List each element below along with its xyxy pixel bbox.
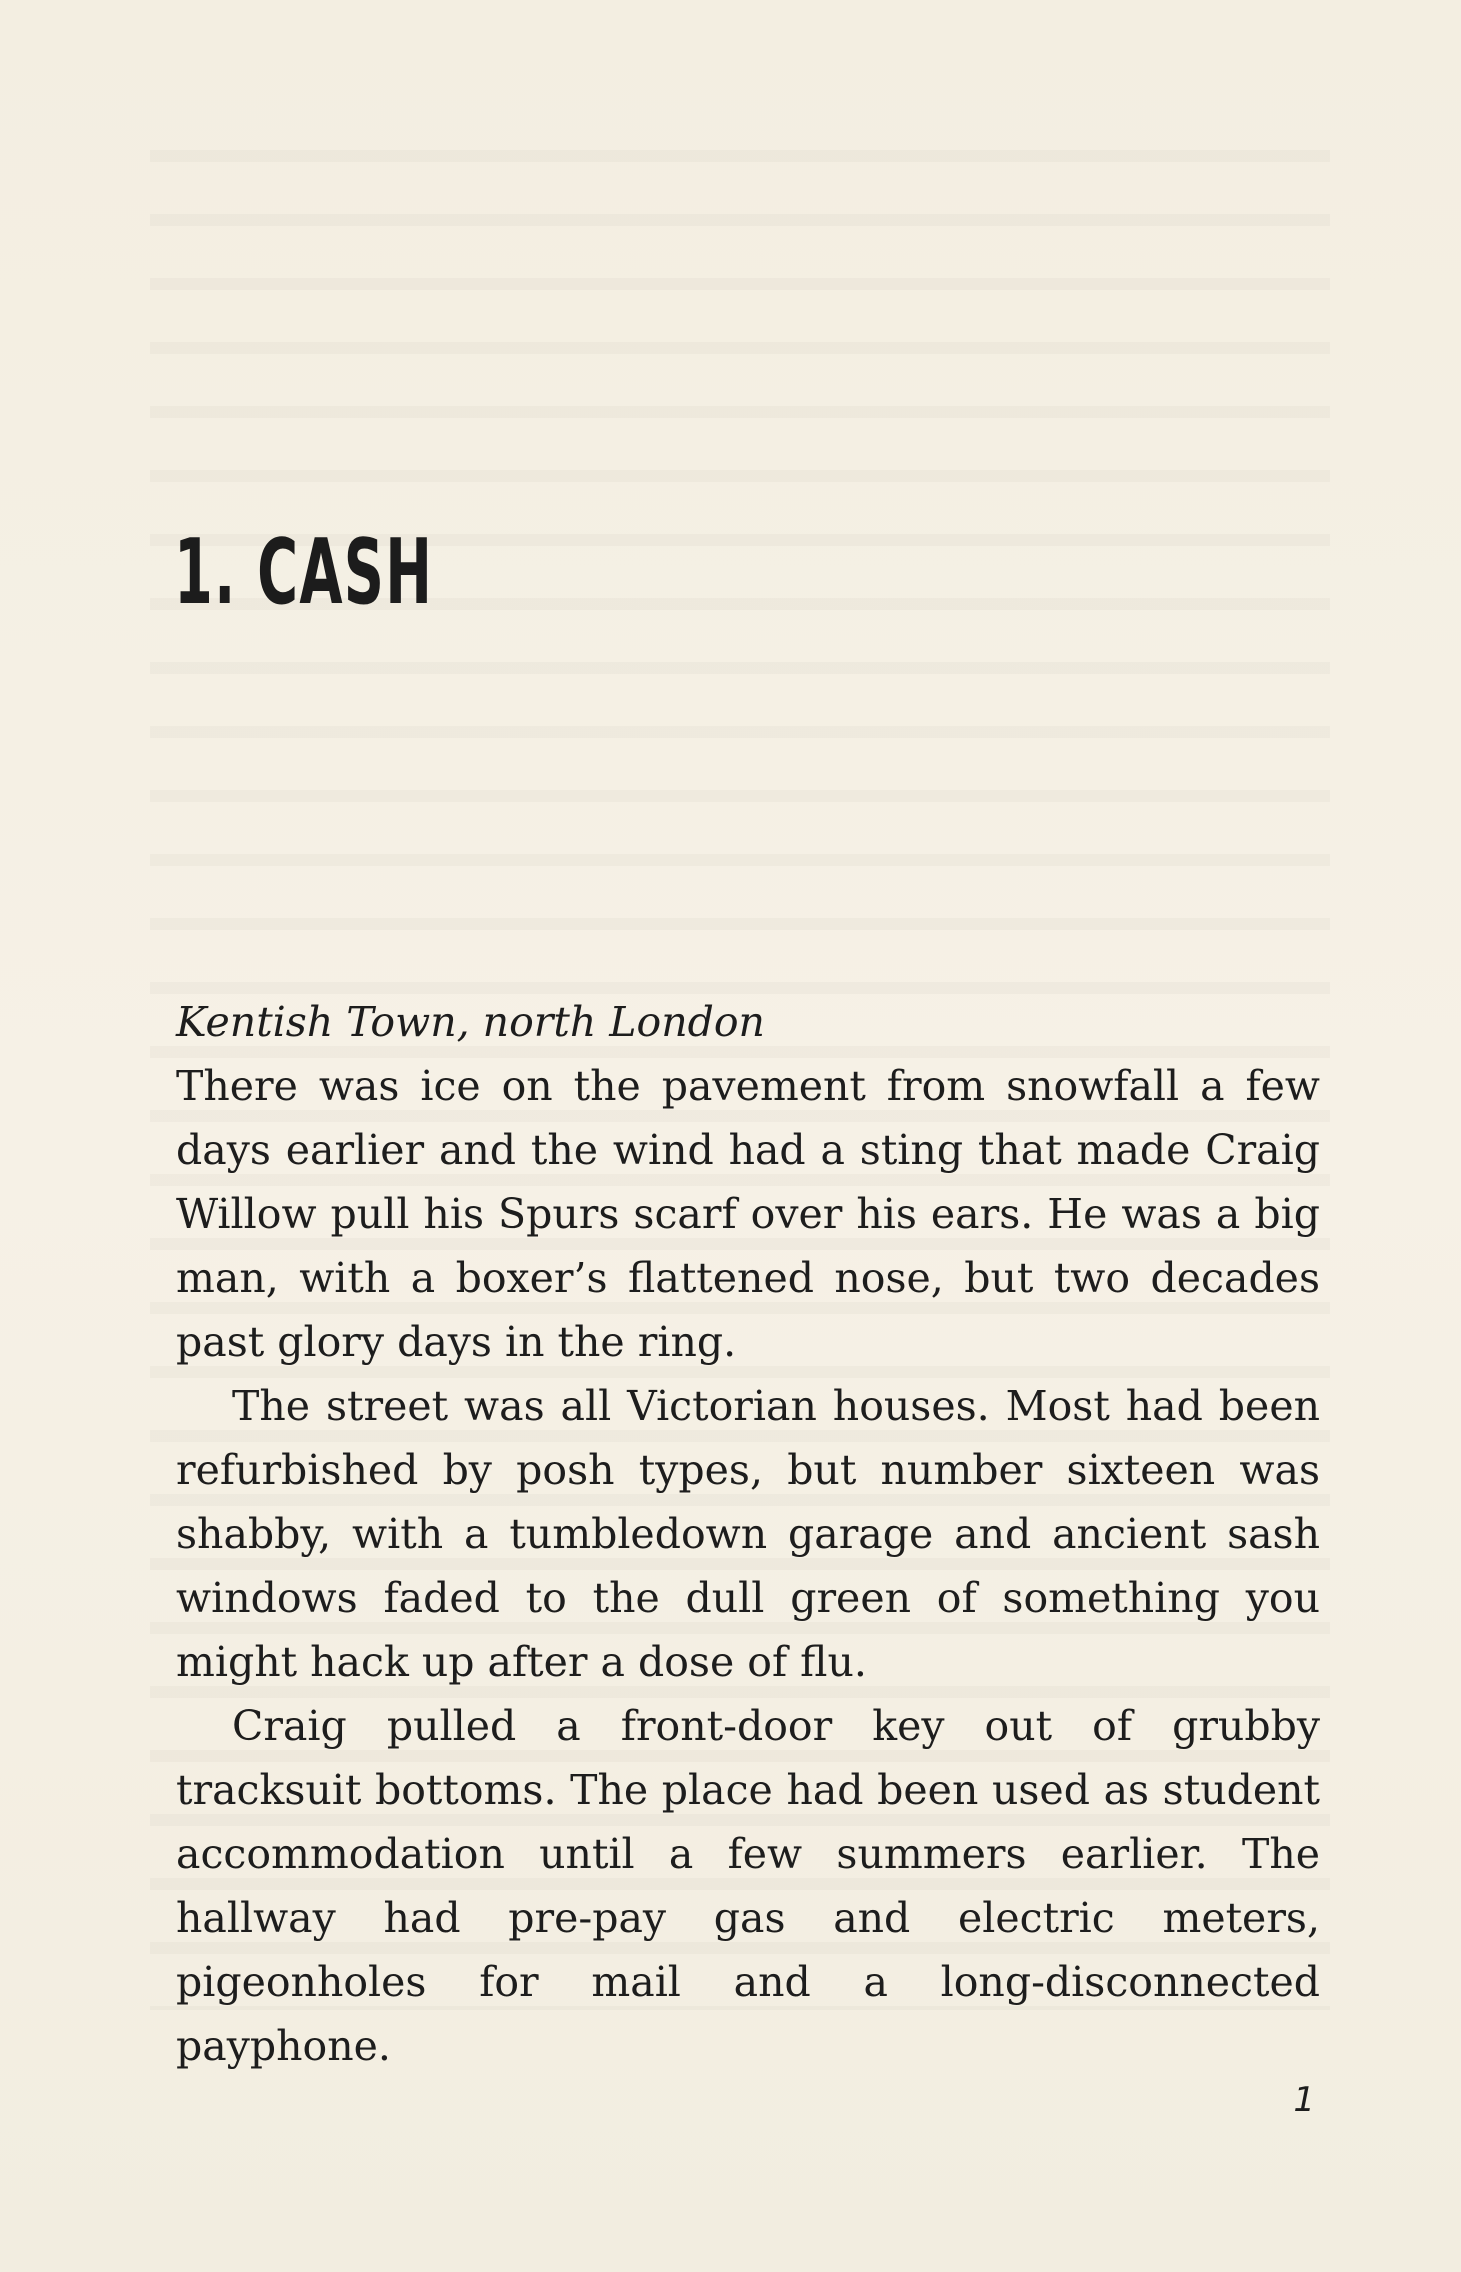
page-number: 1 <box>1293 2080 1315 2120</box>
chapter-title: 1. CASH <box>174 520 434 625</box>
body-text <box>176 990 1320 2078</box>
paragraph: The street was all Victorian houses. Most had been refurbished by posh types, but number sixteen was shabby, with a tumbledown garage and ancient sash windows faded to the dull green of something you might hack up after a dose of flu. <box>176 1382 1320 1686</box>
paragraph: Craig pulled a front-door key out of grubby tracksuit bottoms. The place had been used as student accommodation until a few summers earlier. The hallway had pre-pay gas and electric meters, pigeonholes for mail and a long-disconnected payphone. <box>176 1702 1320 2070</box>
location-line: Kentish Town, north London <box>176 998 765 1046</box>
paragraph: There was ice on the pavement from snowfall a few days earlier and the wind had a sting that made Craig Willow pull his Spurs scarf over his ears. He was a big man, with a boxer’s flattened nose, but two decades past glory days in the ring. <box>176 1062 1320 1366</box>
